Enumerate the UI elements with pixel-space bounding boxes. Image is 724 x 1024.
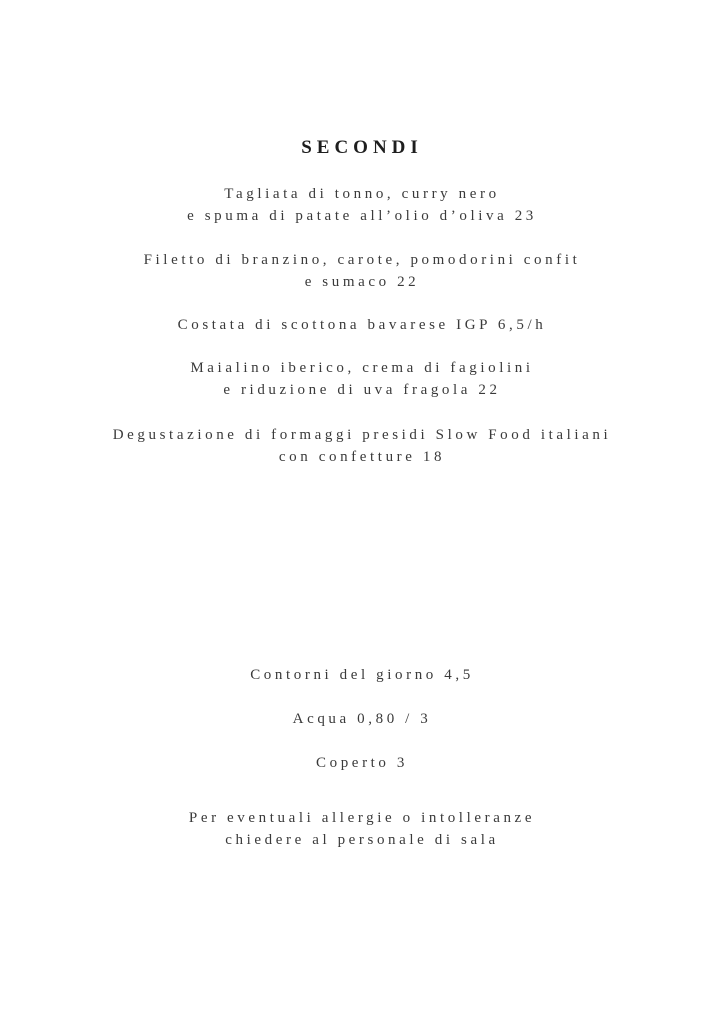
dish-degustazione-formaggi bbox=[0, 424, 724, 468]
dish-line: e sumaco 22 bbox=[304, 274, 420, 290]
allergy-notice bbox=[0, 807, 724, 851]
dish-line: e spuma di patate all’olio d’oliva 23 bbox=[187, 208, 537, 224]
dish-filetto-di-branzino bbox=[0, 249, 724, 293]
extra-coperto bbox=[0, 752, 724, 774]
notice-line: chiedere al personale di sala bbox=[225, 832, 499, 848]
dish-costata-di-scottona bbox=[0, 314, 724, 336]
dish-line: Filetto di branzino, carote, pomodorini confit bbox=[143, 252, 581, 268]
dish-line: Maialino iberico, crema di fagiolini bbox=[190, 360, 534, 376]
dish-line: e riduzione di uva fragola 22 bbox=[223, 382, 501, 398]
dish-line: Tagliata di tonno, curry nero bbox=[224, 186, 500, 202]
dish-line: con confetture 18 bbox=[278, 449, 446, 465]
dish-maialino-iberico bbox=[0, 357, 724, 401]
section-title: SECONDI bbox=[301, 137, 423, 158]
dish-line: Costata di scottona bavarese IGP 6,5/h bbox=[177, 317, 547, 333]
extra-line: Acqua 0,80 / 3 bbox=[292, 711, 432, 727]
extra-acqua bbox=[0, 708, 724, 730]
dish-line: Degustazione di formaggi presidi Slow Food italiani bbox=[112, 427, 612, 443]
extra-line: Coperto 3 bbox=[316, 755, 408, 771]
extra-line: Contorni del giorno 4,5 bbox=[250, 667, 474, 683]
dish-tagliata-di-tonno bbox=[0, 183, 724, 227]
extra-contorni bbox=[0, 664, 724, 686]
notice-line: Per eventuali allergie o intolleranze bbox=[188, 810, 536, 826]
